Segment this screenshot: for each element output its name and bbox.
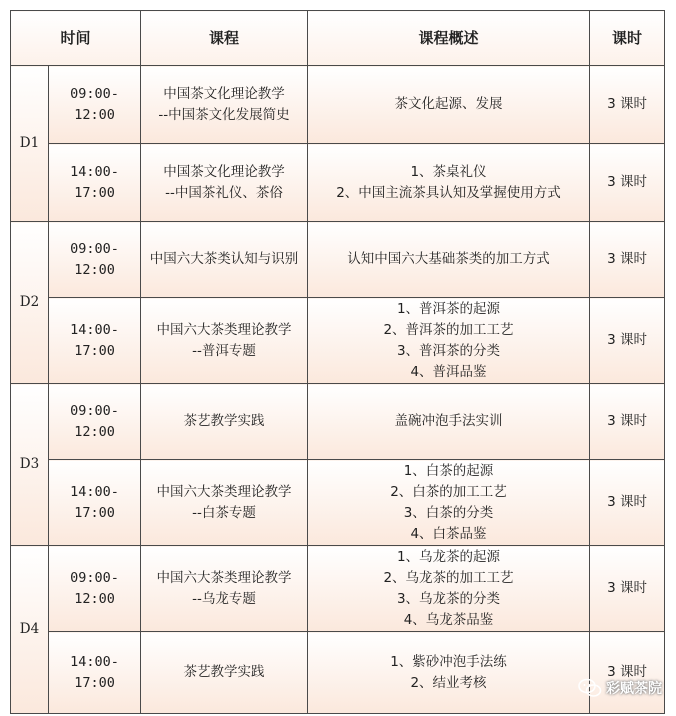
overview-line: 3、普洱茶的分类 xyxy=(396,342,501,359)
session-row xyxy=(11,546,665,632)
overview-line: 2、白茶的加工工艺 xyxy=(390,483,507,500)
overview-line: 茶文化起源、发展 xyxy=(394,96,503,112)
session-hours: 3 课时 xyxy=(590,298,665,384)
wechat-icon xyxy=(578,678,602,698)
header-row xyxy=(11,11,665,66)
day-label: D2 xyxy=(11,222,49,384)
course-line: --普洱专题 xyxy=(192,342,256,359)
day-label: D4 xyxy=(11,546,49,714)
session-row xyxy=(11,66,665,144)
overview-line: 2、中国主流茶具认知及掌握使用方式 xyxy=(336,184,561,201)
course-cell xyxy=(141,298,308,384)
session-time: 09:00-12:00 xyxy=(49,66,141,144)
session-row xyxy=(11,384,665,460)
session-time: 09:00-12:00 xyxy=(49,222,141,298)
course-line: 中国茶文化理论教学 xyxy=(163,85,285,102)
overview-line: 盖碗冲泡手法实训 xyxy=(394,413,503,429)
session-hours: 3 课时 xyxy=(590,384,665,460)
course-cell xyxy=(141,460,308,546)
overview-cell xyxy=(308,298,590,384)
course-line: 中国六大茶类理论教学 xyxy=(156,569,292,586)
overview-cell xyxy=(308,546,590,632)
overview-cell xyxy=(308,632,590,714)
overview-line: 4、白茶品鉴 xyxy=(410,525,487,542)
course-cell xyxy=(141,384,308,460)
course-line: --乌龙专题 xyxy=(192,590,256,607)
header-overview: 课程概述 xyxy=(308,11,590,66)
course-cell xyxy=(141,632,308,714)
session-hours: 3 课时 xyxy=(590,632,665,714)
header-hours: 课时 xyxy=(590,11,665,66)
session-hours: 3 课时 xyxy=(590,546,665,632)
session-time: 14:00-17:00 xyxy=(49,144,141,222)
overview-line: 2、普洱茶的加工工艺 xyxy=(383,321,514,338)
schedule-container xyxy=(10,10,665,714)
session-hours: 3 课时 xyxy=(590,144,665,222)
session-row xyxy=(11,632,665,714)
course-line: 中国六大茶类理论教学 xyxy=(156,483,292,500)
overview-line: 3、乌龙茶的分类 xyxy=(396,590,501,607)
session-time: 14:00-17:00 xyxy=(49,298,141,384)
session-hours: 3 课时 xyxy=(590,66,665,144)
course-cell xyxy=(141,222,308,298)
overview-line: 1、茶桌礼仪 xyxy=(410,163,487,180)
course-cell xyxy=(141,144,308,222)
course-cell xyxy=(141,546,308,632)
day-label: D1 xyxy=(11,66,49,222)
overview-line: 1、紫砂冲泡手法练 xyxy=(390,653,507,670)
header-time: 时间 xyxy=(11,11,141,66)
overview-line: 4、普洱品鉴 xyxy=(410,363,487,380)
session-time: 09:00-12:00 xyxy=(49,384,141,460)
course-line: 茶艺教学实践 xyxy=(183,664,265,680)
course-line: 中国六大茶类理论教学 xyxy=(156,321,292,338)
course-line: 中国茶文化理论教学 xyxy=(163,163,285,180)
session-hours: 3 课时 xyxy=(590,460,665,546)
session-row xyxy=(11,222,665,298)
overview-cell xyxy=(308,144,590,222)
watermark xyxy=(578,678,662,698)
course-line: --中国茶文化发展简史 xyxy=(158,106,290,123)
overview-cell xyxy=(308,222,590,298)
course-line: 茶艺教学实践 xyxy=(183,413,265,429)
overview-line: 1、乌龙茶的起源 xyxy=(396,548,501,565)
session-row xyxy=(11,460,665,546)
overview-cell xyxy=(308,384,590,460)
overview-line: 4、乌龙茶品鉴 xyxy=(403,611,494,628)
header-course: 课程 xyxy=(141,11,308,66)
course-cell xyxy=(141,66,308,144)
session-time: 14:00-17:00 xyxy=(49,460,141,546)
overview-line: 1、白茶的起源 xyxy=(403,462,494,479)
session-time: 14:00-17:00 xyxy=(49,632,141,714)
course-schedule-table xyxy=(10,10,665,714)
day-label: D3 xyxy=(11,384,49,546)
session-time: 09:00-12:00 xyxy=(49,546,141,632)
overview-line: 2、乌龙茶的加工工艺 xyxy=(383,569,514,586)
overview-cell xyxy=(308,460,590,546)
watermark-text: 彩赋茶院 xyxy=(606,681,662,697)
session-row xyxy=(11,298,665,384)
session-hours: 3 课时 xyxy=(590,222,665,298)
course-line: --中国茶礼仪、茶俗 xyxy=(165,184,283,201)
overview-line: 认知中国六大基础茶类的加工方式 xyxy=(347,251,550,267)
session-row xyxy=(11,144,665,222)
overview-line: 1、普洱茶的起源 xyxy=(396,300,501,317)
overview-line: 2、结业考核 xyxy=(410,674,487,691)
course-line: 中国六大茶类认知与识别 xyxy=(149,251,299,267)
schedule-body xyxy=(11,66,665,714)
overview-line: 3、白茶的分类 xyxy=(403,504,494,521)
overview-cell xyxy=(308,66,590,144)
course-line: --白茶专题 xyxy=(192,504,256,521)
